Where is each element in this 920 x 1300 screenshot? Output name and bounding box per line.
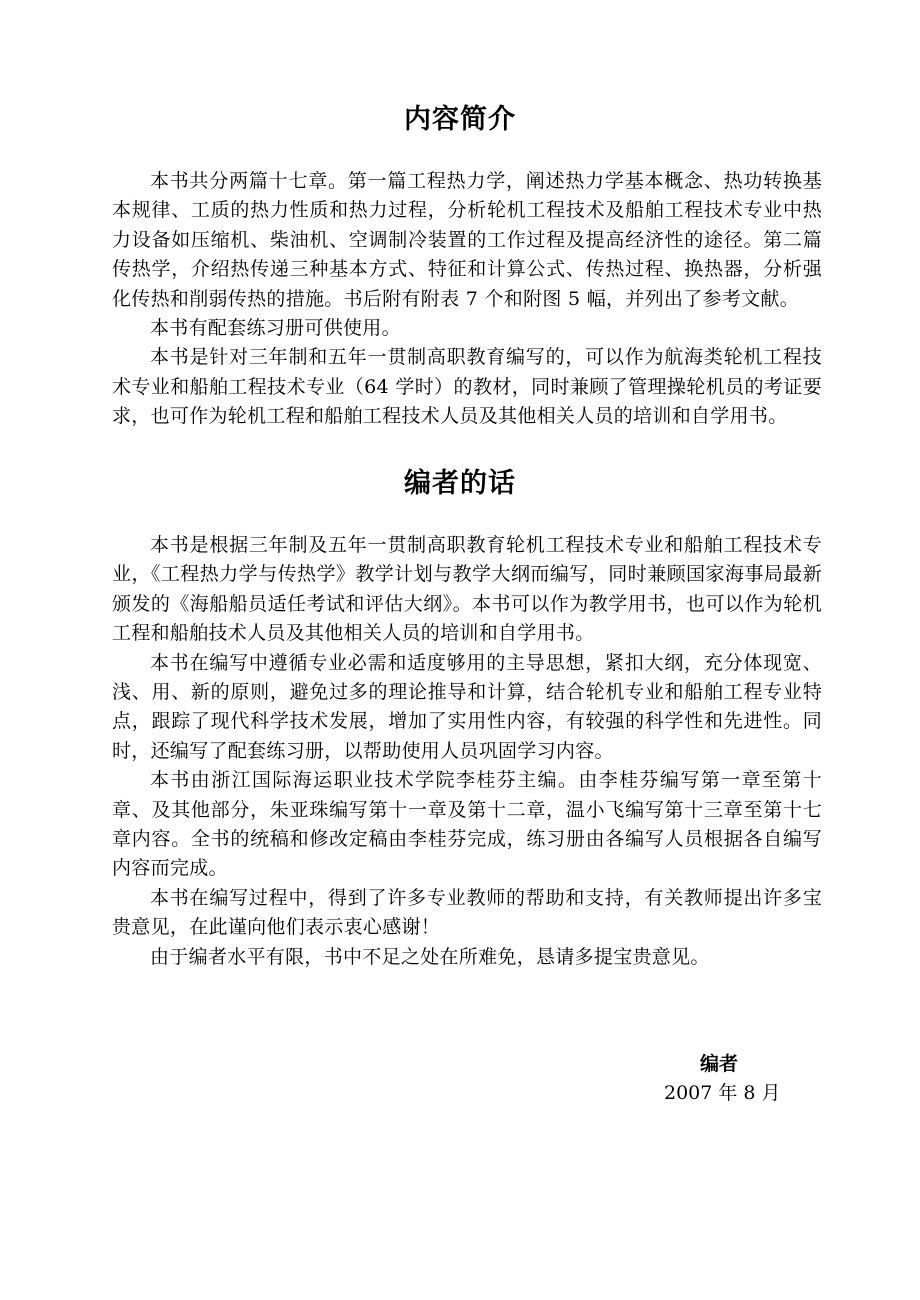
intro-paragraph-2: 本书有配套练习册可供使用。 [150,317,401,340]
preface-paragraph-2: 本书在编写中遵循专业必需和适度够用的主导思想，紧扣大纲，充分体现宽、浅、用、新的原则，避免过多的理论推导和计算，结合轮机专业和船舶工程专业特点，跟踪了现代科学技术发展，增加了实用性内容，有较强的科学性和先进性。同时，还编写了配套练习册，以帮助使用人员巩固学习内容。 [112,651,822,762]
preface-paragraph-5: 由于编者水平有限，书中不足之处在所难免，恳请多提宝贵意见。 [150,945,710,968]
intro-paragraph-3: 本书是针对三年制和五年一贯制高职教育编写的，可以作为航海类轮机工程技术专业和船舶工程技术专业（64 学时）的教材，同时兼顾了管理操轮机员的考证要求，也可作为轮机工程和船舶工程技术人员及其他相关人员的培训和自学用书。 [112,346,822,428]
preface-paragraph-3: 本书由浙江国际海运职业技术学院李桂芬主编。由李桂芬编写第一章至第十章、及其他部分，朱亚珠编写第十一章及第十二章，温小飞编写第十三章至第十七章内容。全书的统稿和修改定稿由李桂芬完成，练习册由各编写人员根据各自编写内容而完成。 [112,769,822,880]
preface-paragraph-4: 本书在编写过程中，得到了许多专业教师的帮助和支持，有关教师提出许多宝贵意见，在此谨向他们表示衷心感谢！ [112,886,822,939]
preface-title: 编者的话 [404,468,516,499]
intro-section [112,167,822,432]
preface-paragraph-1: 本书是根据三年制及五年一贯制高职教育轮机工程技术专业和船舶工程技术专业，《工程热力学与传热学》教学计划与教学大纲而编写，同时兼顾国家海事局最新颁发的《海船船员适任考试和评估大纲》。本书可以作为教学用书，也可以作为轮机工程和船舶技术人员及其他相关人员的培训和自学用书。 [112,534,822,645]
signature-date: 2007 年 8 月 [664,1082,781,1104]
intro-title: 内容简介 [404,104,516,135]
preface-section [112,531,822,972]
signature-editor: 编者 [700,1053,739,1075]
intro-paragraph-1: 本书共分两篇十七章。第一篇工程热力学，阐述热力学基本概念、热功转换基本规律、工质的热力性质和热力过程，分析轮机工程技术及船舶工程技术专业中热力设备如压缩机、柴油机、空调制冷装置的工作过程及提高经济性的途径。第二篇传热学，介绍热传递三种基本方式、特征和计算公式、传热过程、换热器，分析强化传热和削弱传热的措施。书后附有附表 7 个和附图 5 幅，并列出了参考文献。 [112,170,822,310]
